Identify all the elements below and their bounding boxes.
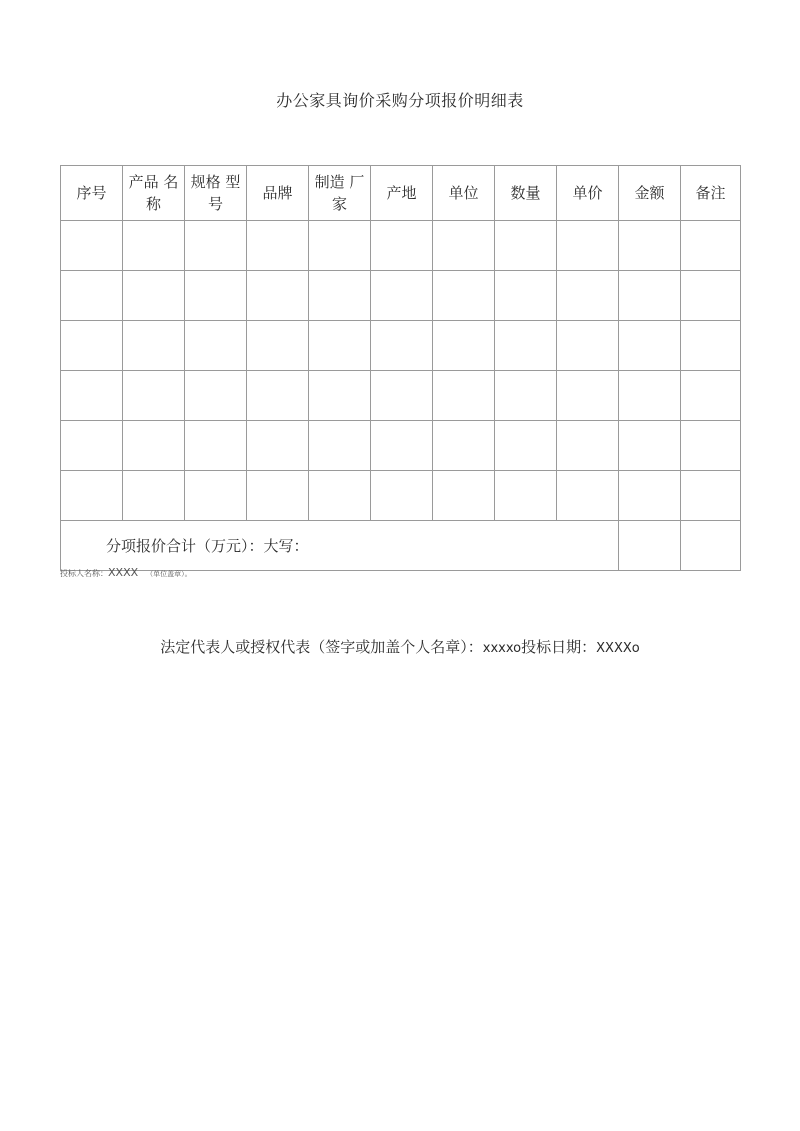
table-cell[interactable] xyxy=(247,221,309,271)
table-cell[interactable] xyxy=(185,471,247,521)
table-cell[interactable] xyxy=(185,321,247,371)
table-cell[interactable] xyxy=(247,371,309,421)
table-cell[interactable] xyxy=(557,271,619,321)
header-product-name: 产品 名称 xyxy=(123,166,185,221)
table-row xyxy=(61,321,741,371)
table-cell[interactable] xyxy=(433,321,495,371)
table-cell[interactable] xyxy=(619,271,681,321)
bidder-line xyxy=(60,566,192,579)
table-cell[interactable] xyxy=(371,271,433,321)
total-remarks-cell[interactable] xyxy=(681,521,741,571)
table-cell[interactable] xyxy=(371,221,433,271)
table-cell[interactable] xyxy=(61,371,123,421)
total-label: 分项报价合计（万元）：大写： xyxy=(106,537,309,555)
total-label-cell xyxy=(61,521,619,571)
table-cell[interactable] xyxy=(557,221,619,271)
table-cell[interactable] xyxy=(619,471,681,521)
table-cell[interactable] xyxy=(61,471,123,521)
table-cell[interactable] xyxy=(495,371,557,421)
table-cell[interactable] xyxy=(185,371,247,421)
table-cell[interactable] xyxy=(433,271,495,321)
table-cell[interactable] xyxy=(433,471,495,521)
signature-value: xxxxo xyxy=(482,641,522,656)
table-cell[interactable] xyxy=(123,421,185,471)
table-cell[interactable] xyxy=(619,371,681,421)
table-cell[interactable] xyxy=(61,321,123,371)
table-cell[interactable] xyxy=(309,471,371,521)
table-cell[interactable] xyxy=(433,221,495,271)
table-cell[interactable] xyxy=(123,471,185,521)
table-cell[interactable] xyxy=(309,371,371,421)
table-cell[interactable] xyxy=(247,271,309,321)
table-cell[interactable] xyxy=(123,321,185,371)
signature-label: 法定代表人或授权代表（签字或加盖个人名章）： xyxy=(160,638,483,656)
header-index: 序号 xyxy=(61,166,123,221)
bidder-label: 投标人名称： xyxy=(60,569,108,578)
table-cell[interactable] xyxy=(185,271,247,321)
table-cell[interactable] xyxy=(619,221,681,271)
bid-date-label: 投标日期： xyxy=(521,638,597,656)
table-cell[interactable] xyxy=(123,371,185,421)
table-cell[interactable] xyxy=(371,321,433,371)
table-cell[interactable] xyxy=(185,421,247,471)
bidder-value: XXXX xyxy=(108,566,139,579)
table-cell[interactable] xyxy=(495,221,557,271)
bid-date-value: XXXXo xyxy=(596,641,640,656)
table-cell[interactable] xyxy=(619,321,681,371)
table-cell[interactable] xyxy=(619,421,681,471)
table-row xyxy=(61,221,741,271)
total-amount-cell[interactable] xyxy=(619,521,681,571)
table-cell[interactable] xyxy=(681,371,741,421)
table-cell[interactable] xyxy=(61,271,123,321)
document-title: 办公家具询价采购分项报价明细表 xyxy=(276,91,524,110)
table-cell[interactable] xyxy=(681,221,741,271)
table-cell[interactable] xyxy=(371,471,433,521)
table-cell[interactable] xyxy=(681,271,741,321)
table-cell[interactable] xyxy=(433,421,495,471)
table-cell[interactable] xyxy=(557,471,619,521)
table-cell[interactable] xyxy=(495,321,557,371)
table-cell[interactable] xyxy=(309,221,371,271)
table-header-row xyxy=(61,166,741,221)
header-unit: 单位 xyxy=(433,166,495,221)
table-cell[interactable] xyxy=(557,421,619,471)
total-row xyxy=(61,521,741,571)
table-cell[interactable] xyxy=(495,421,557,471)
header-spec-model: 规格 型号 xyxy=(185,166,247,221)
table-cell[interactable] xyxy=(681,421,741,471)
table-cell[interactable] xyxy=(681,471,741,521)
table-row xyxy=(61,371,741,421)
table-cell[interactable] xyxy=(247,321,309,371)
header-amount: 金额 xyxy=(619,166,681,221)
table-cell[interactable] xyxy=(371,371,433,421)
table-cell[interactable] xyxy=(681,321,741,371)
table-cell[interactable] xyxy=(309,421,371,471)
table-cell[interactable] xyxy=(495,271,557,321)
table-cell[interactable] xyxy=(557,321,619,371)
table-cell[interactable] xyxy=(123,221,185,271)
table-cell[interactable] xyxy=(247,471,309,521)
quote-detail-table xyxy=(60,165,741,571)
table-row xyxy=(61,271,741,321)
bidder-seal-note: （单位盖章）。 xyxy=(146,570,192,578)
header-quantity: 数量 xyxy=(495,166,557,221)
table-cell[interactable] xyxy=(61,221,123,271)
header-remarks: 备注 xyxy=(681,166,741,221)
table-cell[interactable] xyxy=(309,321,371,371)
header-unit-price: 单价 xyxy=(557,166,619,221)
table-row xyxy=(61,471,741,521)
header-brand: 品牌 xyxy=(247,166,309,221)
table-cell[interactable] xyxy=(185,221,247,271)
header-manufacturer: 制造 厂家 xyxy=(309,166,371,221)
table-row xyxy=(61,421,741,471)
table-cell[interactable] xyxy=(495,471,557,521)
table-cell[interactable] xyxy=(371,421,433,471)
header-origin: 产地 xyxy=(371,166,433,221)
table-cell[interactable] xyxy=(61,421,123,471)
table-cell[interactable] xyxy=(123,271,185,321)
table-cell[interactable] xyxy=(557,371,619,421)
table-cell[interactable] xyxy=(309,271,371,321)
table-cell[interactable] xyxy=(433,371,495,421)
table-cell[interactable] xyxy=(247,421,309,471)
signature-line xyxy=(0,636,800,657)
